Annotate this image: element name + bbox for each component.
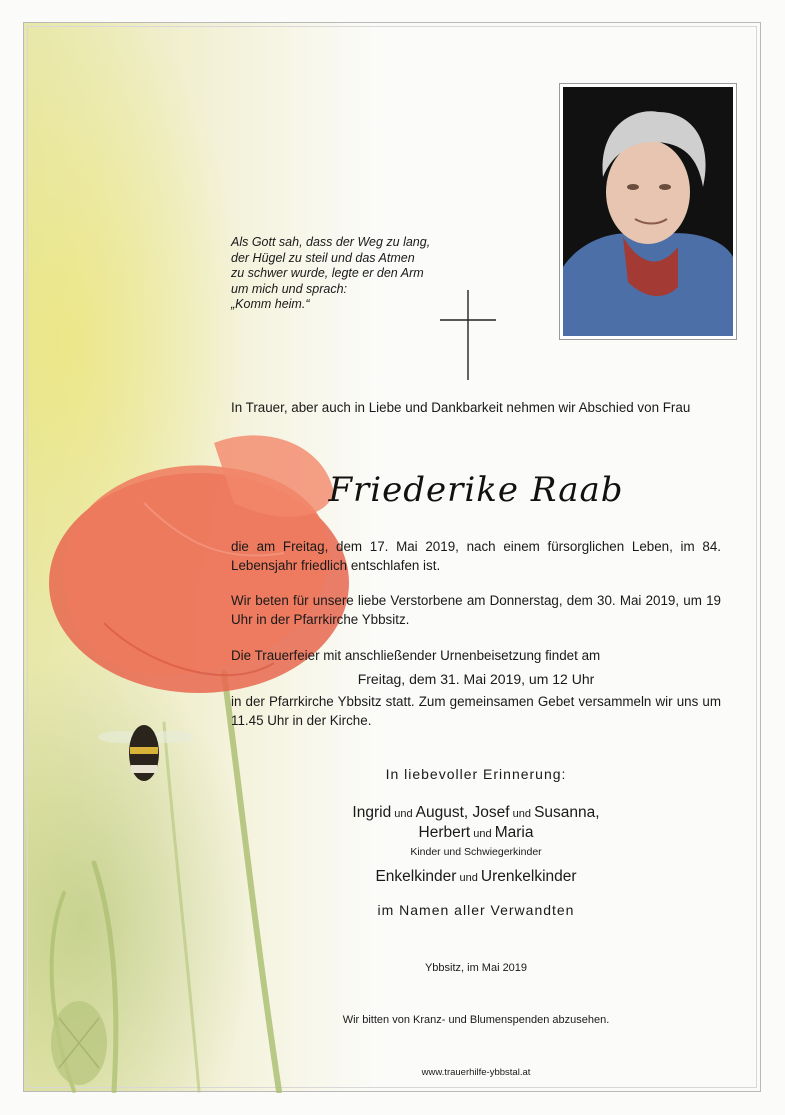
mourners-line-grandchildren xyxy=(231,868,721,886)
quote-line: zu schwer wurde, legte er den Arm xyxy=(231,266,424,280)
mourners-heading: In liebevoller Erinnerung: xyxy=(385,766,567,782)
mourners-line-children xyxy=(231,804,721,822)
ceremony-intro: Die Trauerfeier mit anschließender Urnenbeisetzung findet am xyxy=(231,648,601,663)
intro-text: In Trauer, aber auch in Liebe und Dankbarkeit nehmen wir Abschied von Frau xyxy=(231,400,691,415)
mourner-name: Urenkelkinder xyxy=(480,868,577,885)
mourner-name: Enkelkinder xyxy=(375,868,457,885)
deceased-name: Friederike Raab xyxy=(328,470,624,510)
bee xyxy=(98,725,194,781)
cross-icon xyxy=(440,290,496,380)
flower-request: Wir bitten von Kranz- und Blumenspenden abzusehen. xyxy=(342,1014,610,1026)
quote-line: der Hügel zu steil und das Atmen xyxy=(231,250,415,265)
mourners-relation: Kinder und Schwiegerkinder xyxy=(410,846,542,858)
poppy-bud xyxy=(51,1001,107,1085)
conjunction: und xyxy=(456,872,481,884)
ceremony-place: in der Pfarrkirche Ybbsitz statt. Zum gemeinsamen Gebet versammeln wir uns um 11.45 Uhr in der Kirche. xyxy=(231,694,721,728)
mourner-name: Maria xyxy=(494,824,534,841)
death-paragraph: die am Freitag, dem 17. Mai 2019, nach einem fürsorglichen Leben, im 84. Lebensjahr friedlich entschlafen ist. xyxy=(231,539,721,573)
relatives-line: im Namen aller Verwandten xyxy=(377,902,575,918)
quote-line: um mich und sprach: xyxy=(231,281,348,296)
place-date: Ybbsitz, im Mai 2019 xyxy=(424,962,528,974)
conjunction: und xyxy=(391,808,416,820)
mourners-line-children-2 xyxy=(231,824,721,842)
portrait-photo xyxy=(559,83,737,340)
mourner-name: Susanna, xyxy=(534,804,600,821)
ceremony-date: Freitag, dem 31. Mai 2019, um 12 Uhr xyxy=(357,671,595,687)
conjunction: und xyxy=(509,808,535,820)
quote-line: Als Gott sah, dass der Weg zu lang, xyxy=(231,235,431,249)
mourner-name: Herbert xyxy=(418,824,471,841)
mourner-name: Ingrid xyxy=(352,804,392,821)
website-link[interactable]: www.trauerhilfe-ybbstal.at xyxy=(421,1067,531,1078)
conjunction: und xyxy=(470,828,495,840)
portrait-image xyxy=(563,87,733,336)
quote-line: „Komm heim.“ xyxy=(231,297,310,311)
prayer-paragraph: Wir beten für unsere liebe Verstorbene am Donnerstag, dem 30. Mai 2019, um 19 Uhr in der Pfarrkirche Ybbsitz. xyxy=(231,593,721,627)
mourner-name: August, Josef xyxy=(415,804,510,821)
